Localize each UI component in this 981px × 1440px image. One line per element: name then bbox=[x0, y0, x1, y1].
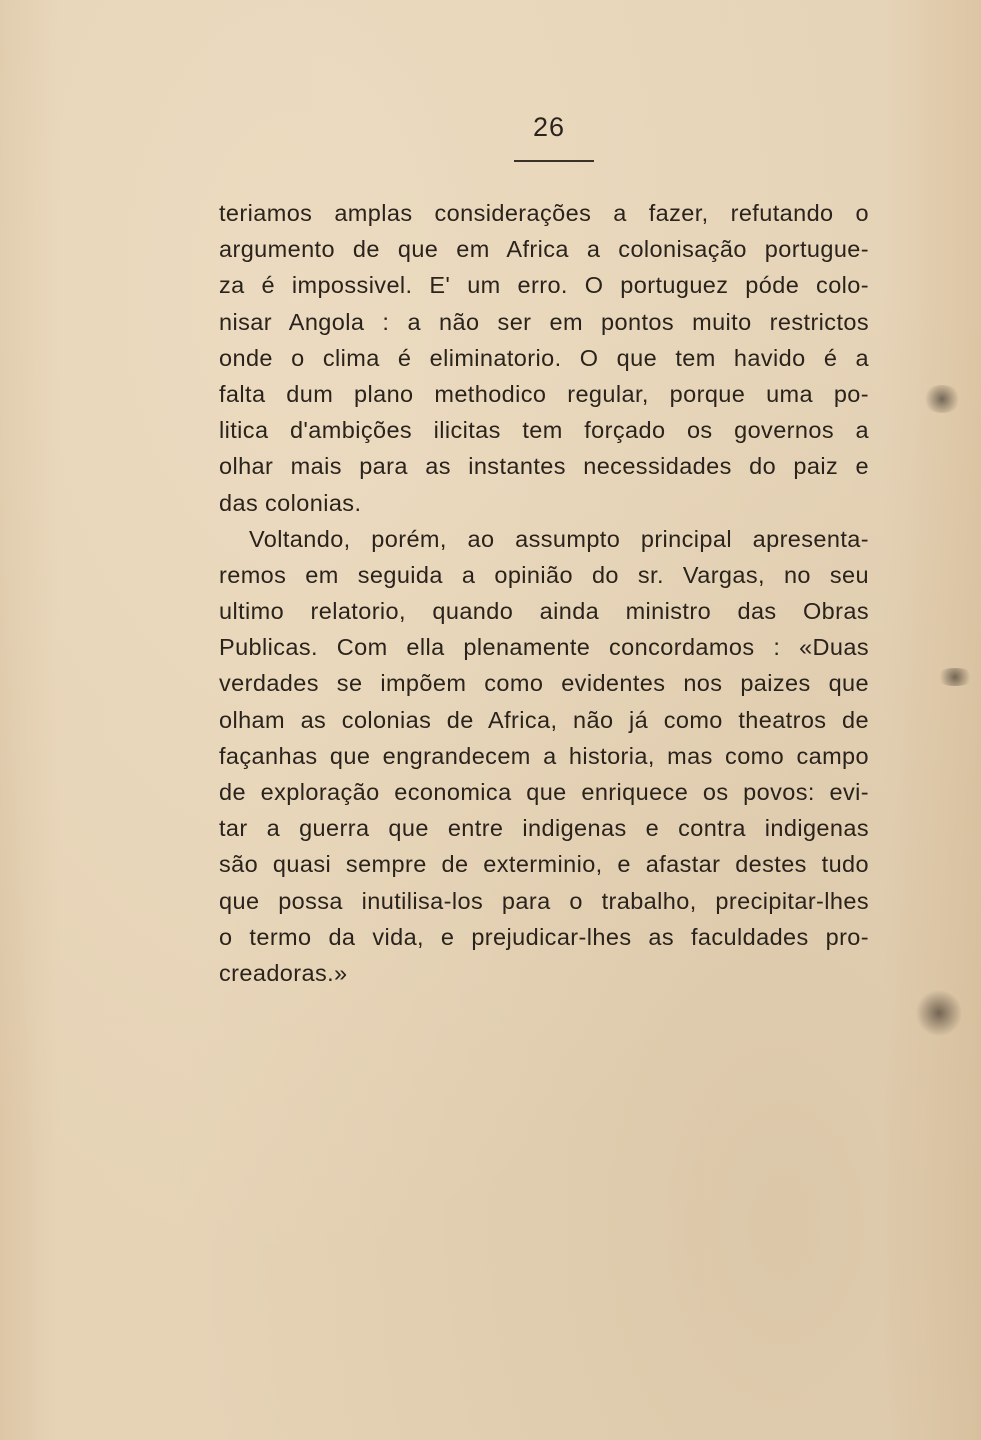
text-line: remos em seguida a opinião do sr. Vargas, no seu bbox=[219, 561, 869, 588]
text-line: ultimo relatorio, quando ainda ministro das Obras bbox=[219, 598, 869, 625]
text-line: nisar Angola : a não ser em pontos muito restrictos bbox=[219, 308, 869, 335]
text-line: falta dum plano methodico regular, porque uma po- bbox=[219, 380, 869, 407]
text-line: são quasi sempre de exterminio, e afastar destes tudo bbox=[219, 851, 869, 878]
text-line: litica d'ambições ilicitas tem forçado os governos a bbox=[219, 417, 869, 444]
text-line: za é impossivel. E' um erro. O portuguez póde colo- bbox=[219, 272, 869, 299]
body-text bbox=[219, 195, 869, 991]
text-line: o termo da vida, e prejudicar-lhes as faculdades pro- bbox=[219, 923, 869, 950]
text-line: Voltando, porém, ao assumpto principal apresenta- bbox=[249, 525, 869, 552]
text-line: Publicas. Com ella plenamente concordamos : «Duas bbox=[219, 634, 869, 661]
text-line: das colonias. bbox=[219, 489, 362, 516]
text-line: de exploração economica que enriquece os povos: evi- bbox=[219, 779, 869, 805]
text-line: creadoras.» bbox=[219, 959, 348, 986]
text-line: teriamos amplas considerações a fazer, refutando o bbox=[219, 200, 869, 226]
text-line: verdades se impõem como evidentes nos paizes que bbox=[219, 670, 869, 697]
page-number: 26 bbox=[532, 112, 566, 142]
ink-stain bbox=[915, 990, 963, 1036]
text-line: façanhas que engrandecem a historia, mas como campo bbox=[219, 742, 869, 769]
text-line: argumento de que em Africa a colonisação portugue- bbox=[219, 236, 869, 263]
ink-stain bbox=[922, 385, 962, 413]
text-line: tar a guerra que entre indigenas e contra indigenas bbox=[219, 815, 869, 842]
header-rule bbox=[514, 160, 594, 162]
ink-stain bbox=[935, 668, 975, 686]
text-line: olhar mais para as instantes necessidades do paiz e bbox=[219, 453, 869, 480]
text-line: olham as colonias de Africa, não já como theatros de bbox=[219, 706, 869, 733]
text-line: onde o clima é eliminatorio. O que tem havido é a bbox=[219, 344, 869, 371]
text-line: que possa inutilisa-los para o trabalho, precipitar-lhes bbox=[219, 887, 869, 914]
